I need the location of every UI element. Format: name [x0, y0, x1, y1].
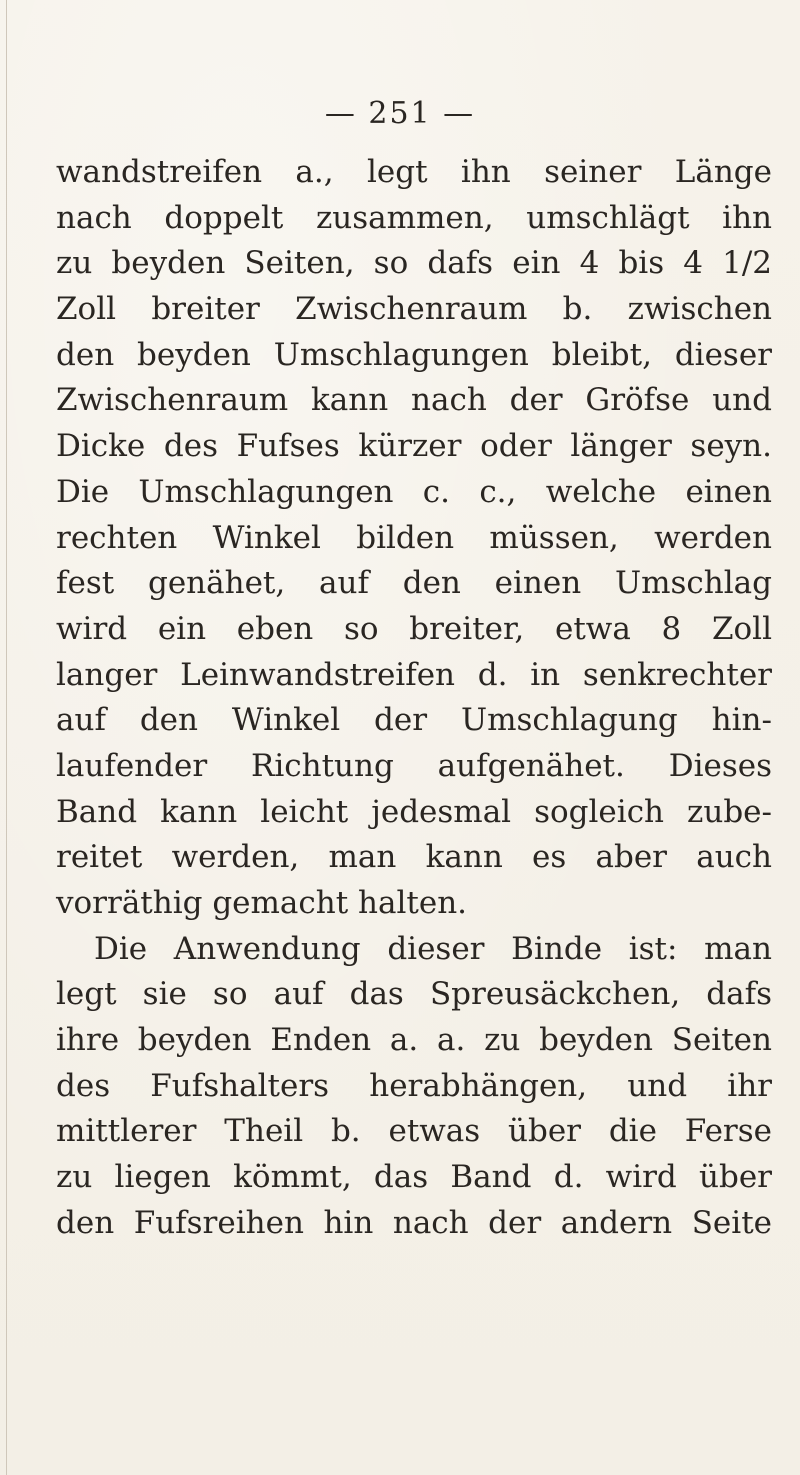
text-line: Zwischenraum kann nach der Gröfse und	[56, 382, 772, 419]
text-line: Band kann leicht jedesmal sogleich zube-	[56, 793, 772, 830]
text-line: den Fufsreihen hin nach der andern Seite	[56, 1204, 772, 1241]
text-line: des Fufshalters herabhängen, und ihr	[56, 1067, 772, 1104]
text-line: mittlerer Theil b. etwas über die Ferse	[56, 1113, 772, 1150]
page-edge	[6, 0, 7, 1475]
text-line: zu liegen kömmt, das Band d. wird über	[56, 1159, 772, 1196]
page-number: — 251 —	[324, 96, 476, 131]
text-line: wird ein eben so breiter, etwa 8 Zoll	[56, 610, 772, 647]
text-line: laufender Richtung aufgenähet. Dieses	[56, 747, 772, 784]
text-line: wandstreifen a., legt ihn seiner Länge	[56, 154, 772, 190]
text-line: zu beyden Seiten, so dafs ein 4 bis 4 1/2	[56, 245, 772, 282]
text-line: rechten Winkel bilden müssen, werden	[56, 519, 772, 556]
text-line: ihre beyden Enden a. a. zu beyden Seiten	[56, 1022, 772, 1059]
text-line: Dicke des Fufses kürzer oder länger seyn.	[56, 428, 772, 465]
text-line: nach doppelt zusammen, umschlägt ihn	[56, 199, 772, 236]
text-line: langer Leinwandstreifen d. in senkrechter	[56, 656, 772, 693]
text-line: legt sie so auf das Spreusäckchen, dafs	[56, 976, 772, 1013]
body-text	[56, 150, 772, 1247]
text-line: Die Umschlagungen c. c., welche einen	[56, 473, 772, 510]
text-line: Zoll breiter Zwischenraum b. zwischen	[56, 291, 772, 328]
text-line: auf den Winkel der Umschlagung hin-	[56, 702, 772, 739]
text-line: reitet werden, man kann es aber auch	[56, 839, 772, 876]
text-line: den beyden Umschlagungen bleibt, dieser	[56, 336, 772, 373]
text-line: fest genähet, auf den einen Umschlag	[56, 565, 772, 602]
text-line: Die Anwendung dieser Binde ist: man	[94, 930, 772, 967]
text-line: vorräthig gemacht halten.	[56, 885, 468, 921]
